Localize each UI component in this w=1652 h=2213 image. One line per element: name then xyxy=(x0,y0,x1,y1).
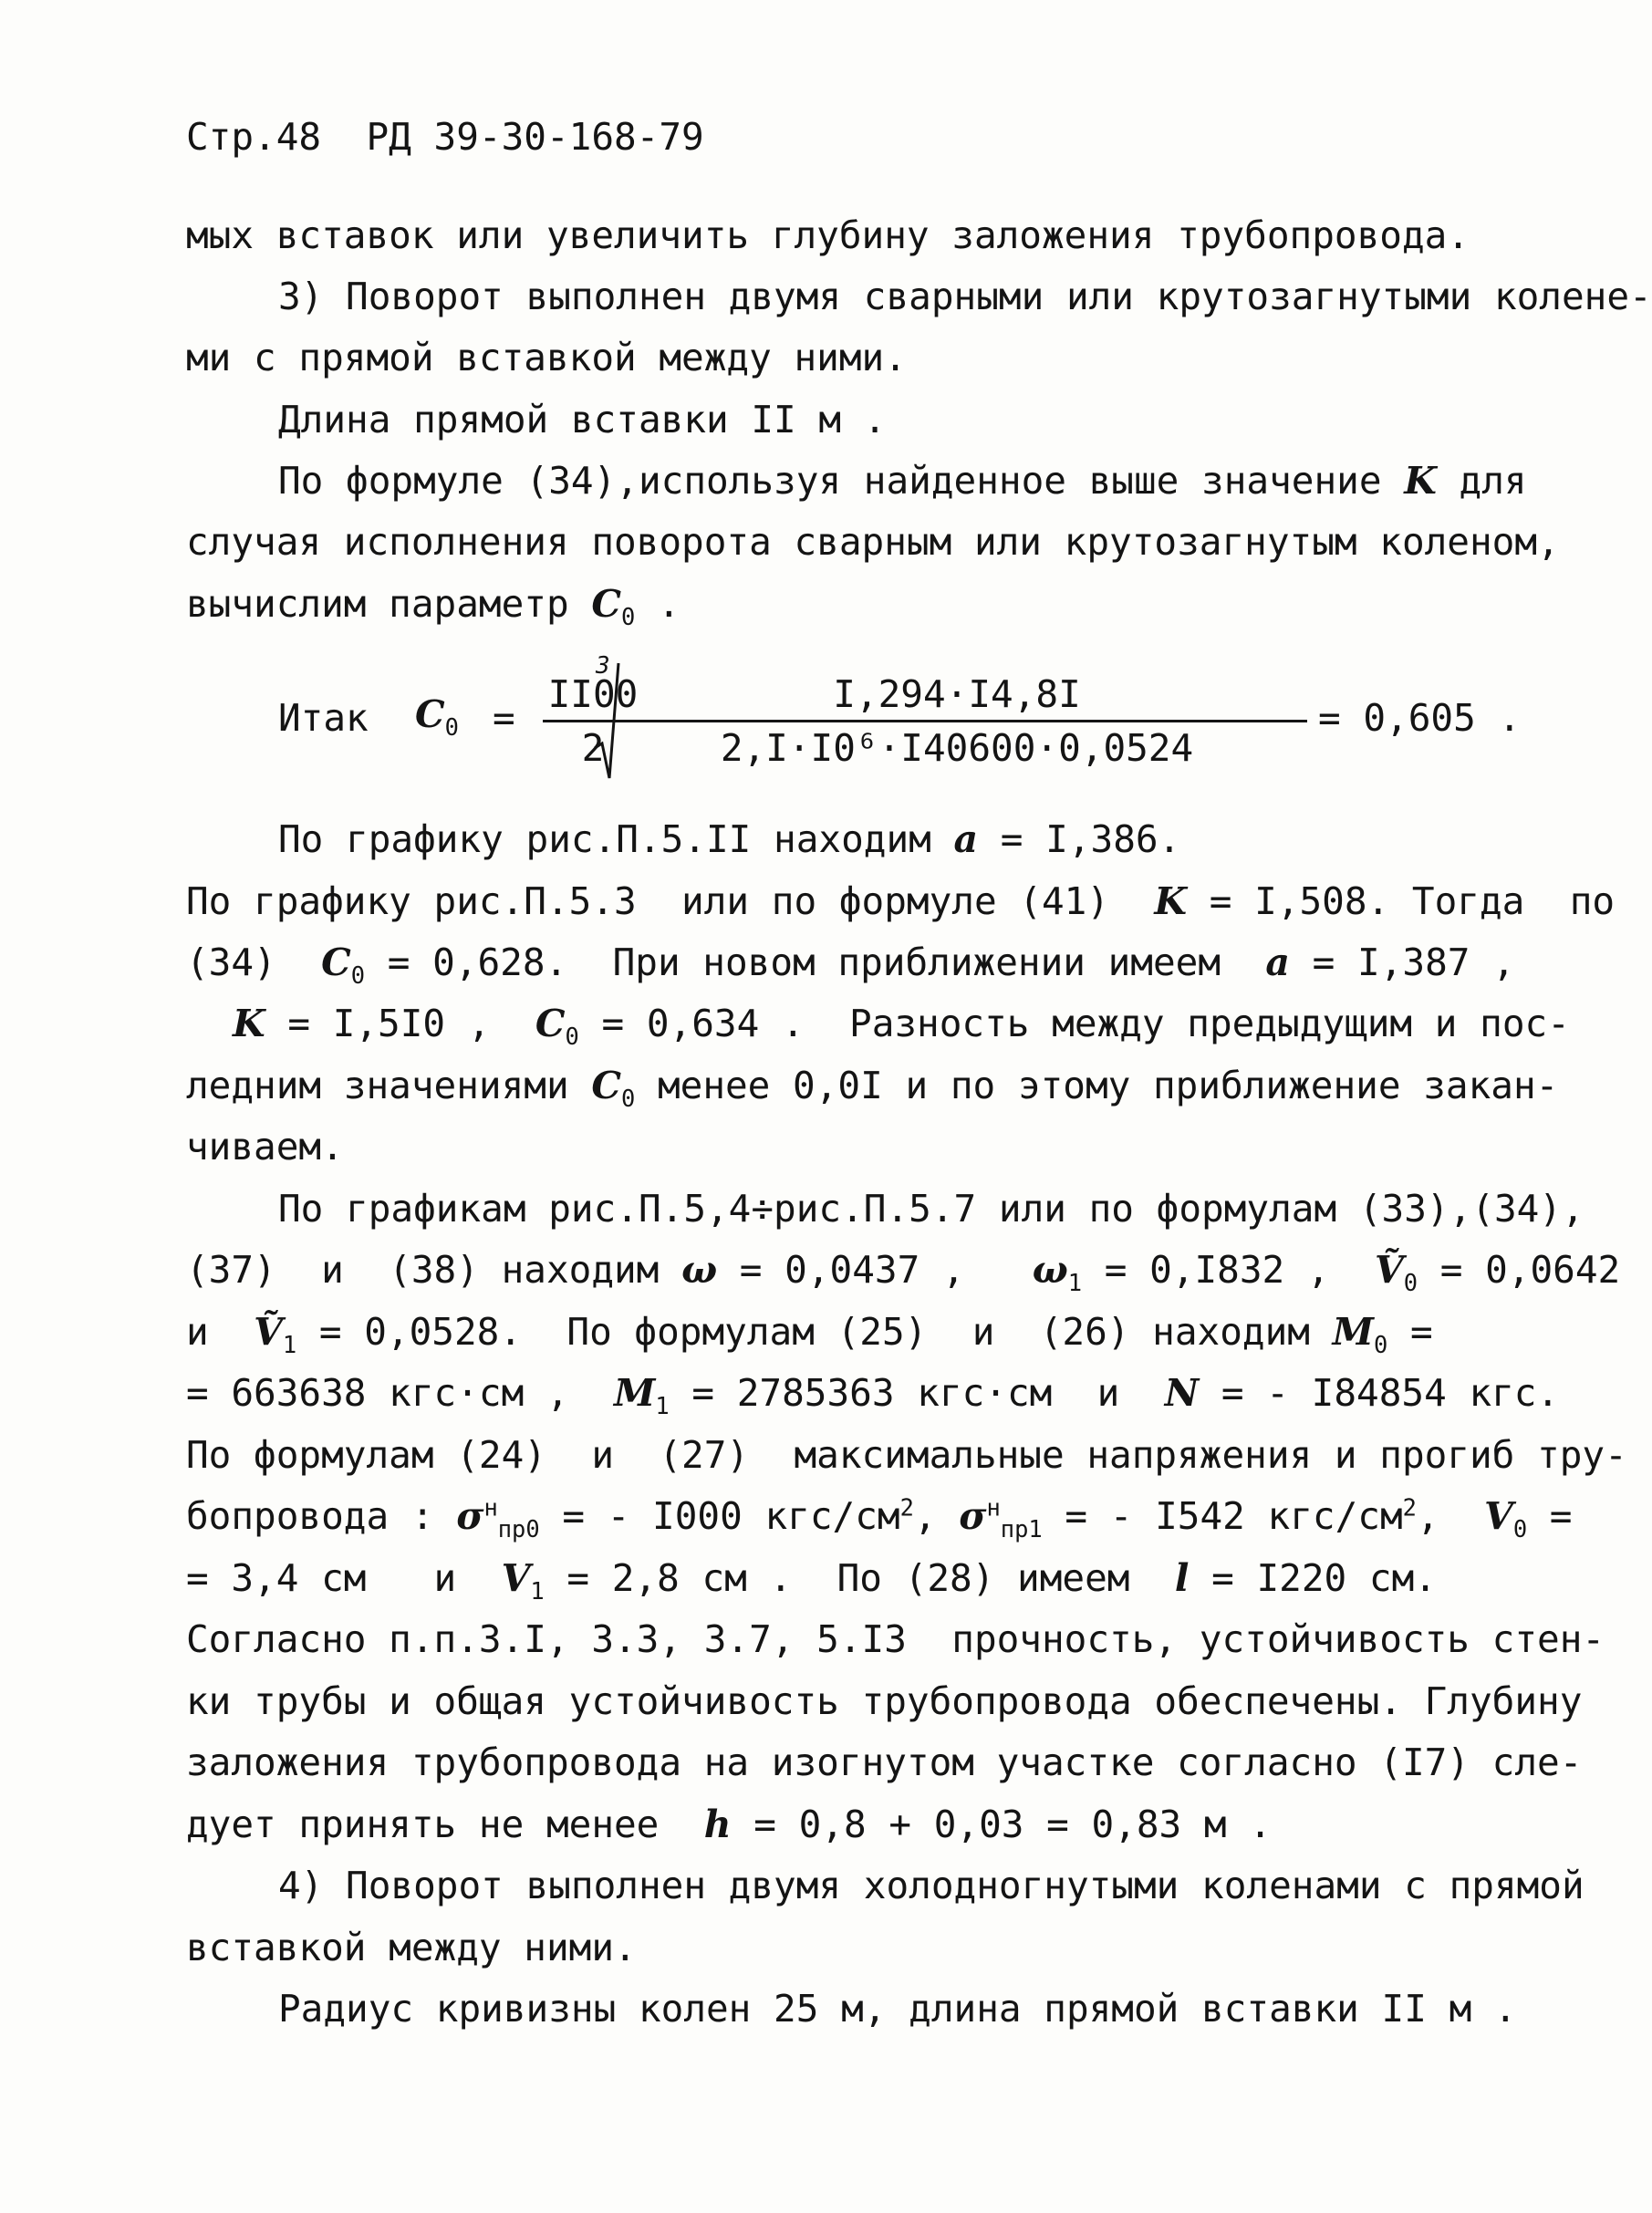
symbol-c0: C xyxy=(591,582,621,626)
text-line-21: Согласно п.п.3.I, 3.3, 3.7, 5.I3 прочность, устойчивость стен- xyxy=(186,1617,1605,1661)
text-line-13: чиваем. xyxy=(186,1125,344,1169)
root-index: 3 xyxy=(596,652,610,680)
text-line-27: Радиус кривизны колен 25 м, длина прямой вставки II м . xyxy=(278,1987,1517,2031)
text-line-7: вычислим параметр $C_0$ . xyxy=(186,582,681,631)
text-line-8: По графику рис.П.5.II находим a = I,386. xyxy=(278,817,1181,861)
text-line-9: По графику рис.П.5.3 или по формуле (41) K = I,508. Тогда по xyxy=(186,879,1616,923)
text-line-10: (34) $C_0 = 0,628$. При новом приближении имеем a = I,387 , xyxy=(186,940,1515,990)
text-line-5: По формуле (34),используя найденное выше значение K для xyxy=(278,459,1527,503)
text-line-22: ки трубы и общая устойчивость трубопровода обеспечены. Глубину xyxy=(186,1679,1583,1723)
text-line-1: мых вставок или увеличить глубину заложения трубопровода. xyxy=(186,213,1470,257)
page-header: Стр.48 РД 39-30-168-79 xyxy=(186,115,704,159)
text-line-2: 3) Поворот выполнен двумя сварными или крутозагнутыми колене- xyxy=(278,275,1652,318)
text-line-6: случая исполнения поворота сварным или крутозагнутым коленом, xyxy=(186,520,1560,564)
text-line-25: 4) Поворот выполнен двумя холодногнутыми коленами с прямой xyxy=(278,1864,1584,1907)
text-line-19: бопровода : $\sigma^н_{пр0}$ = - I000 кгс/$см^2$, $\sigma^н_{пр1}$ = - I542 кгс/$см^2$, $V_0$ = xyxy=(186,1493,1573,1543)
formula-radicand: I,294·I4,8I 2,I·I0⁶·I40600·0,0524 xyxy=(607,672,1307,770)
formula-result: = 0,605 . xyxy=(1318,696,1522,740)
text-line-17: = 663638 кгс·см , $M_1 = 2785363$ кгс·см и N = - I84854 кгс. xyxy=(186,1371,1560,1420)
formula-lead: Итак xyxy=(278,696,369,740)
formula-fraction: II00 2 xyxy=(543,672,643,770)
text-line-11: K = I,5I0 , $C_0 = 0,634$ . Разность между предыдущим и пос- xyxy=(233,1002,1570,1051)
symbol-k: K xyxy=(1404,459,1437,503)
text-line-26: вставкой между ними. xyxy=(186,1926,637,1969)
text-line-15: (37) и (38) находим ω = 0,0437 , $\omega_1 = 0,I832$ , Ṽ$_0$ = 0,0642 xyxy=(186,1248,1621,1297)
text-line-16: и Ṽ$_1$ = 0,0528. По формулам (25) и (26) находим $M_0$ = xyxy=(186,1310,1433,1359)
text-line-14: По графикам рис.П.5,4÷рис.П.5.7 или по формулам (33),(34), xyxy=(278,1187,1584,1231)
text-line-12: ледним значениями $C_0$ менее 0,0I и по этому приближение закан- xyxy=(186,1064,1559,1113)
text-line-23: заложения трубопровода на изогнутом участке согласно (I7) сле- xyxy=(186,1740,1583,1784)
text-line-18: По формулам (24) и (27) максимальные напряжения и прогиб тру- xyxy=(186,1433,1627,1477)
text-line-4: Длина прямой вставки II м . xyxy=(278,398,887,442)
formula-c0: Итак $C_0$ = II00 2 3 I,294·I4,8I 2,I·I0⁶·I40600·0,0524 = 0,605 . xyxy=(278,652,1236,789)
text-line-24: дует принять не менее h = 0,8 + 0,03 = 0,83 м . xyxy=(186,1803,1272,1846)
text-line-3: ми с прямой вставкой между ними. xyxy=(186,336,907,379)
text-line-20: = 3,4 см и $V_1 = 2,8$ см . По (28) имеем l = I220 см. xyxy=(186,1556,1437,1605)
